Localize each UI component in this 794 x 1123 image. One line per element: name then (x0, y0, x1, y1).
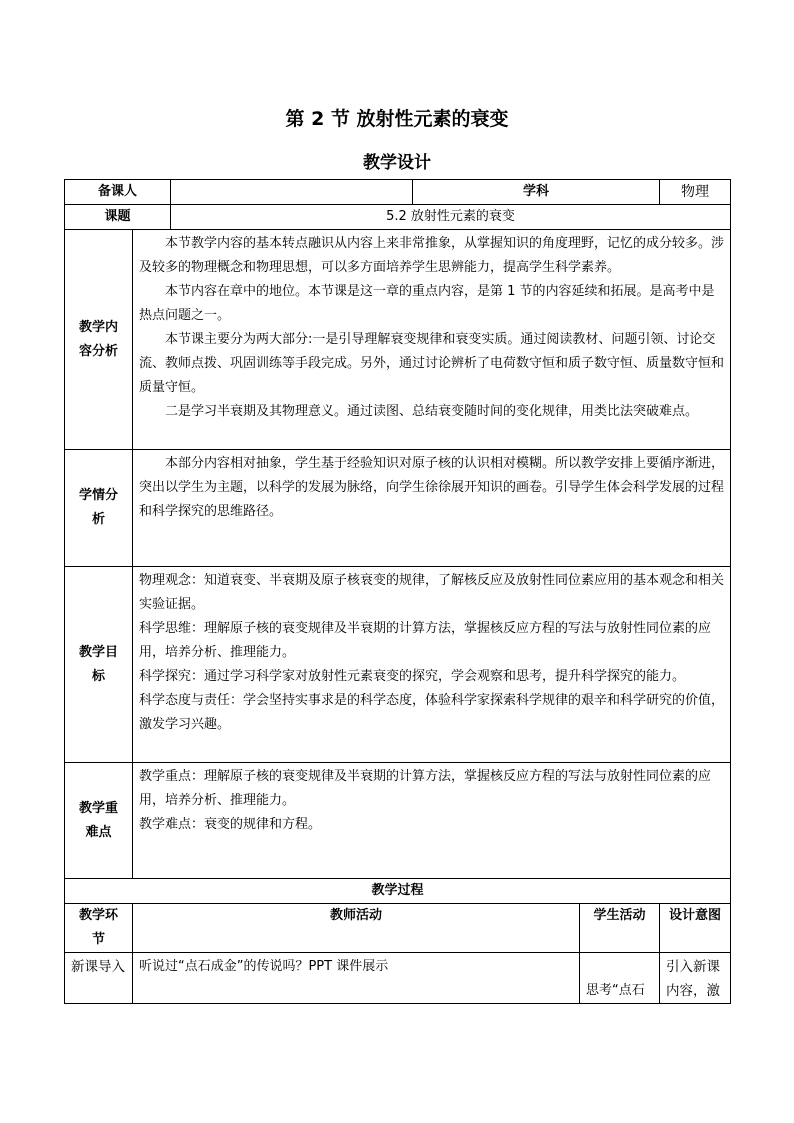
objectives-body (133, 567, 731, 763)
teacher-activity-cell: 听说过“点石成金”的传说吗？PPT 课件展示 (133, 953, 580, 1004)
topic-row (65, 205, 731, 230)
preparer-row (65, 180, 731, 205)
topic-value: 5.2 放射性元素的衰变 (171, 205, 731, 230)
topic-label: 课题 (65, 205, 171, 230)
content-analysis-body (133, 230, 731, 450)
preparer-label: 备课人 (65, 180, 171, 205)
doc-title: 第 2 节 放射性元素的衰变 (285, 108, 509, 130)
content-analysis-paragraph: 本节内容在章中的地位。本节课是这一章的重点内容，是第 1 节的内容延续和拓展。是高考中是热点问题之一。 (139, 284, 715, 323)
subject-value: 物理 (660, 180, 731, 205)
subject-label: 学科 (413, 180, 660, 205)
objective-item: 科学探究：通过学习科学家对放射性元素衰变的探究，学会观察和思考，提升科学探究的能力。 (139, 669, 686, 684)
design-intent-cell: 引入新课内容，激 (660, 953, 731, 1004)
col-teacher-header: 教师活动 (133, 904, 580, 953)
key-points-label: 教学重难点 (65, 763, 133, 879)
key-points-body (133, 763, 731, 879)
student-analysis-body (133, 450, 731, 567)
student-analysis-paragraph: 本部分内容相对抽象，学生基于经验知识对原子核的认识相对模糊。所以教学安排上要循序渐进，突出以学生为主题，以科学的发展为脉络，向学生徐徐展开知识的画卷。引导学生体会科学发展的过程和科学探究的思维路径。 (139, 456, 725, 519)
content-analysis-paragraph: 本节教学内容的基本转点融识从内容上来非常推象，从掌握知识的角度理野，记忆的成分较多。涉及较多的物理概念和物理思想，可以多方面培养学生思辨能力，提高学生科学素养。 (139, 236, 725, 275)
objectives-label: 教学目标 (65, 567, 133, 763)
process-title-row (65, 879, 731, 904)
content-analysis-paragraph: 本节课主要分为两大部分:一是引导理解衰变规律和衰变实质。通过阅读教材、问题引领、讨论交流、教师点拨、巩固训练等手段完成。另外，通过讨论辨析了电荷数守恒和质子数守恒、质量数守恒和质量守恒。 (139, 332, 725, 395)
col-student-header: 学生活动 (580, 904, 660, 953)
process-header-row (65, 904, 731, 953)
key-points-row (65, 763, 731, 879)
col-stage-header: 教学环节 (65, 904, 133, 953)
key-point-item: 教学难点：衰变的规律和方程。 (139, 817, 322, 832)
lesson-plan-table (64, 179, 731, 1004)
doc-subtitle: 教学设计 (363, 153, 431, 173)
student-analysis-row (65, 450, 731, 567)
objective-item: 物理观念：知道衰变、半衰期及原子核衰变的规律，了解核反应及放射性同位素应用的基本观念和相关实验证据。 (139, 573, 725, 612)
objective-item: 科学态度与责任：学会坚持实事求是的科学态度，体验科学家探索科学规律的艰辛和科学研究的价值，激发学习兴趣。 (139, 693, 725, 732)
student-analysis-label: 学情分析 (65, 450, 133, 567)
content-analysis-paragraph: 二是学习半衰期及其物理意义。通过读图、总结衰变随时间的变化规律，用类比法突破难点。 (165, 404, 699, 419)
student-activity-cell: 思考“点石 (580, 953, 660, 1004)
content-analysis-row (65, 230, 731, 450)
objectives-row (65, 567, 731, 763)
objective-item: 科学思维：理解原子核的衰变规律及半衰期的计算方法，掌握核反应方程的写法与放射性同位素的应用，培养分析、推理能力。 (139, 621, 712, 660)
key-point-item: 教学重点：理解原子核的衰变规律及半衰期的计算方法，掌握核反应方程的写法与放射性同位素的应用，培养分析、推理能力。 (139, 769, 712, 808)
col-intent-header: 设计意图 (660, 904, 731, 953)
table-row (65, 953, 731, 1004)
process-title: 教学过程 (65, 879, 731, 904)
preparer-value (171, 180, 413, 205)
stage-cell: 新课导入 (65, 953, 133, 1004)
content-analysis-label: 教学内容分析 (65, 230, 133, 450)
